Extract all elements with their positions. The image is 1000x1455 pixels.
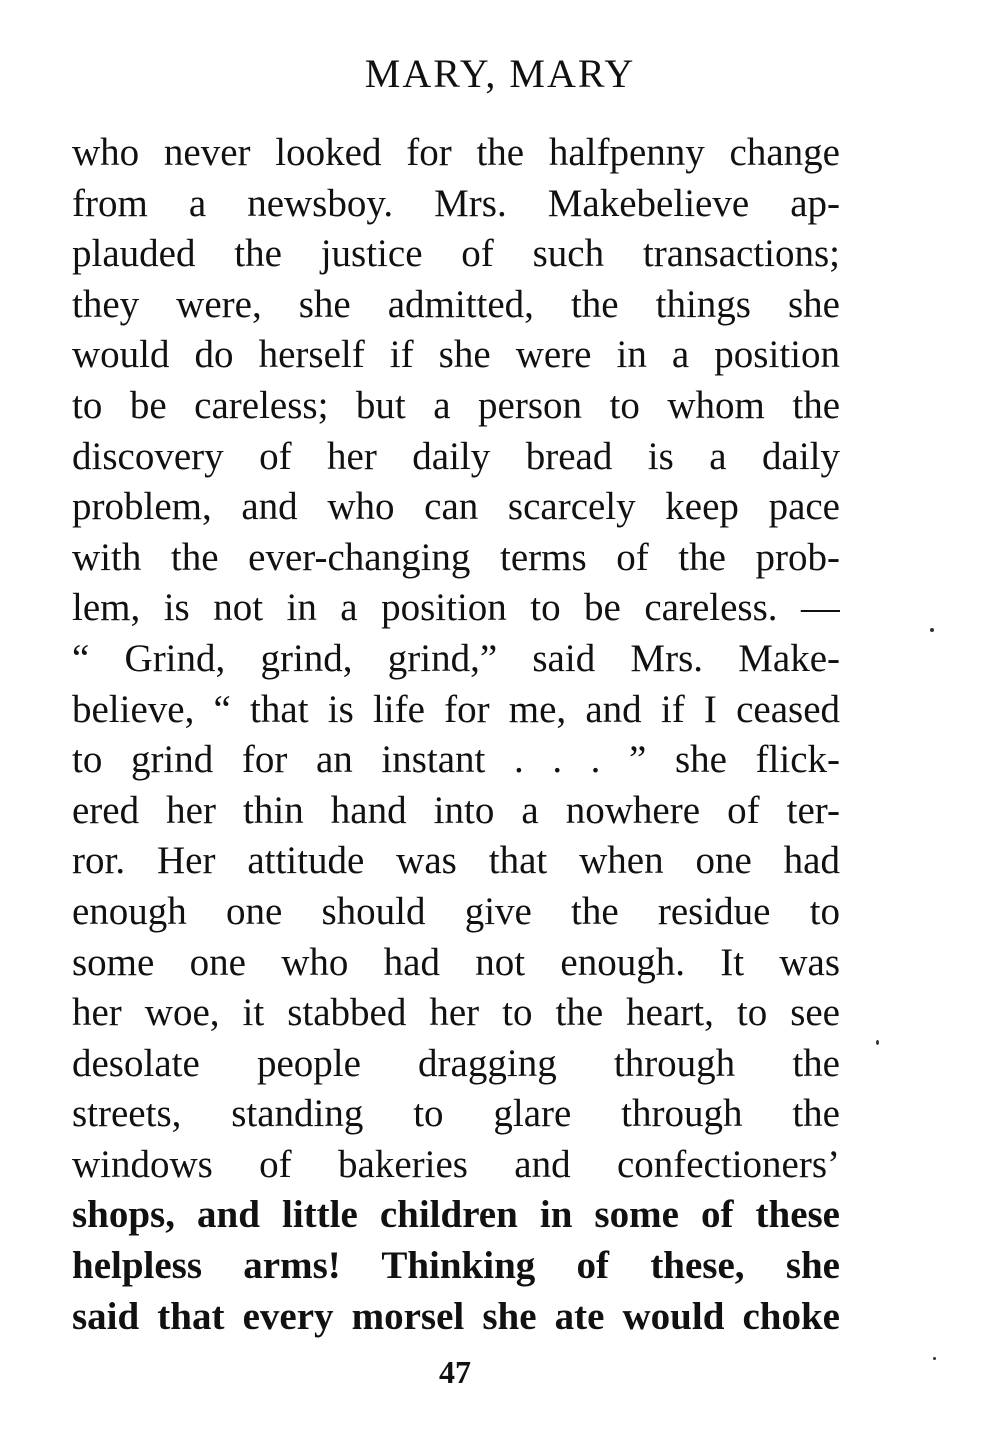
text-line: said that every morsel she ate would choke bbox=[72, 1294, 840, 1338]
text-line: to be careless; but a person to whom the bbox=[72, 383, 840, 427]
text-line: some one who had not enough. It was bbox=[72, 940, 840, 984]
text-line: shops, and little children in some of these bbox=[72, 1193, 840, 1237]
text-line: “ Grind, grind, grind,” said Mrs. Make- bbox=[72, 636, 840, 680]
text-line: with the ever-changing terms of the prob- bbox=[72, 535, 840, 579]
text-line: ror. Her attitude was that when one had bbox=[72, 839, 840, 883]
page-number: 47 bbox=[439, 1354, 471, 1390]
text-line: to grind for an instant . . . ” she flick- bbox=[72, 738, 840, 782]
text-line: desolate people dragging through the bbox=[72, 1041, 840, 1085]
text-line: lem, is not in a position to be careless. — bbox=[72, 586, 840, 630]
text-line: windows of bakeries and confectioners’ bbox=[72, 1142, 840, 1186]
text-line: her woe, it stabbed her to the heart, to see bbox=[72, 991, 840, 1035]
text-line: believe, “ that is life for me, and if I ceased bbox=[72, 687, 840, 731]
text-line: would do herself if she were in a position bbox=[72, 333, 840, 377]
text-line: streets, standing to glare through the bbox=[72, 1092, 840, 1136]
body-text bbox=[72, 128, 840, 1342]
text-line: problem, and who can scarcely keep pace bbox=[72, 485, 840, 529]
text-line: plauded the justice of such transactions; bbox=[72, 232, 840, 276]
text-line: they were, she admitted, the things she bbox=[72, 282, 840, 326]
text-line: from a newsboy. Mrs. Makebelieve ap- bbox=[72, 181, 840, 225]
text-line: discovery of her daily bread is a daily bbox=[72, 434, 840, 478]
text-line: ered her thin hand into a nowhere of ter- bbox=[72, 788, 840, 832]
running-head: MARY, MARY bbox=[364, 51, 636, 96]
text-line: who never looked for the halfpenny change bbox=[72, 131, 840, 174]
text-line: enough one should give the residue to bbox=[72, 889, 840, 933]
text-line: helpless arms! Thinking of these, she bbox=[72, 1244, 840, 1288]
